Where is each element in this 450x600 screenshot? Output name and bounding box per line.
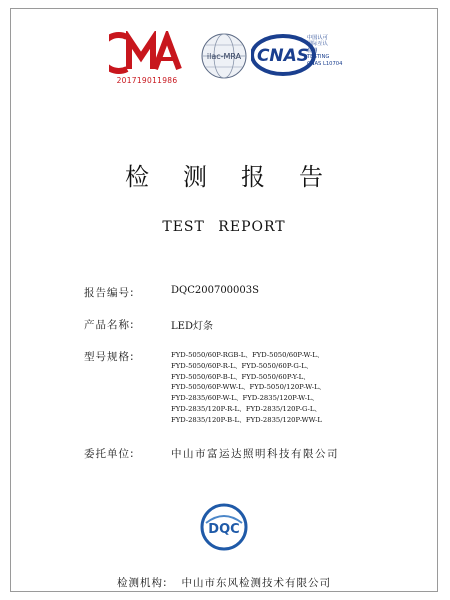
testing-institution-value: 中山市东风检测技术有限公司 <box>181 577 332 589</box>
cnas-line: TESTING <box>307 54 330 61</box>
cnas-caption <box>307 35 367 67</box>
model-spec-label: 型号规格: <box>84 351 135 363</box>
model-line: FYD-2835/60P-W-L、FYD-2835/120P-W-L、 <box>171 394 319 403</box>
cma-logo <box>109 31 185 87</box>
dqc-logo <box>200 503 248 551</box>
report-cover <box>10 8 438 592</box>
product-name-value: LED灯条 <box>171 321 213 332</box>
client-value: 中山市富运达照明科技有限公司 <box>171 448 339 460</box>
cnas-label: CNAS <box>256 46 310 66</box>
product-name-label: 产品名称: <box>84 319 135 331</box>
cnas-line: 中国认可 <box>307 35 328 41</box>
cma-number: 201719011986 <box>116 76 178 85</box>
testing-institution <box>11 575 437 590</box>
dqc-label: DQC <box>208 522 240 537</box>
model-line: FYD-2835/120P-B-L、FYD-2835/120P-WW-L <box>171 415 322 424</box>
model-line: FYD-5050/60P-R-L、FYD-5050/60P-G-L、 <box>171 361 313 370</box>
model-line: FYD-5050/60P-WW-L、FYD-5050/120P-W-L、 <box>171 383 326 392</box>
model-line: FYD-5050/60P-B-L、FYD-5050/60P-Y-L、 <box>171 372 310 381</box>
report-title-english: TEST REPORT <box>162 219 286 235</box>
model-line: FYD-5050/60P-RGB-L、FYD-5050/60P-W-L、 <box>171 351 324 359</box>
client-label: 委托单位: <box>84 448 135 460</box>
cnas-line: 国际互认 <box>307 41 328 48</box>
model-spec-list <box>171 350 381 426</box>
ilac-label: ilac-MRA <box>206 52 242 61</box>
certification-logos <box>11 29 437 89</box>
report-number-label: 报告编号: <box>84 287 135 299</box>
ilac-globe-icon <box>198 31 250 81</box>
testing-institution-label: 检测机构: <box>116 577 168 589</box>
report-title-chinese: 检测报告 <box>125 163 357 191</box>
cma-mark-icon <box>109 31 185 75</box>
ilac-mra-logo <box>198 31 250 81</box>
cnas-line: 检测 <box>307 47 318 54</box>
report-number-value: DQC200700003S <box>171 285 259 296</box>
cnas-line: CNAS L10704 <box>307 60 343 67</box>
model-line: FYD-2835/120P-R-L、FYD-2835/120P-G-L、 <box>171 404 322 413</box>
dqc-mark-icon <box>200 503 248 551</box>
